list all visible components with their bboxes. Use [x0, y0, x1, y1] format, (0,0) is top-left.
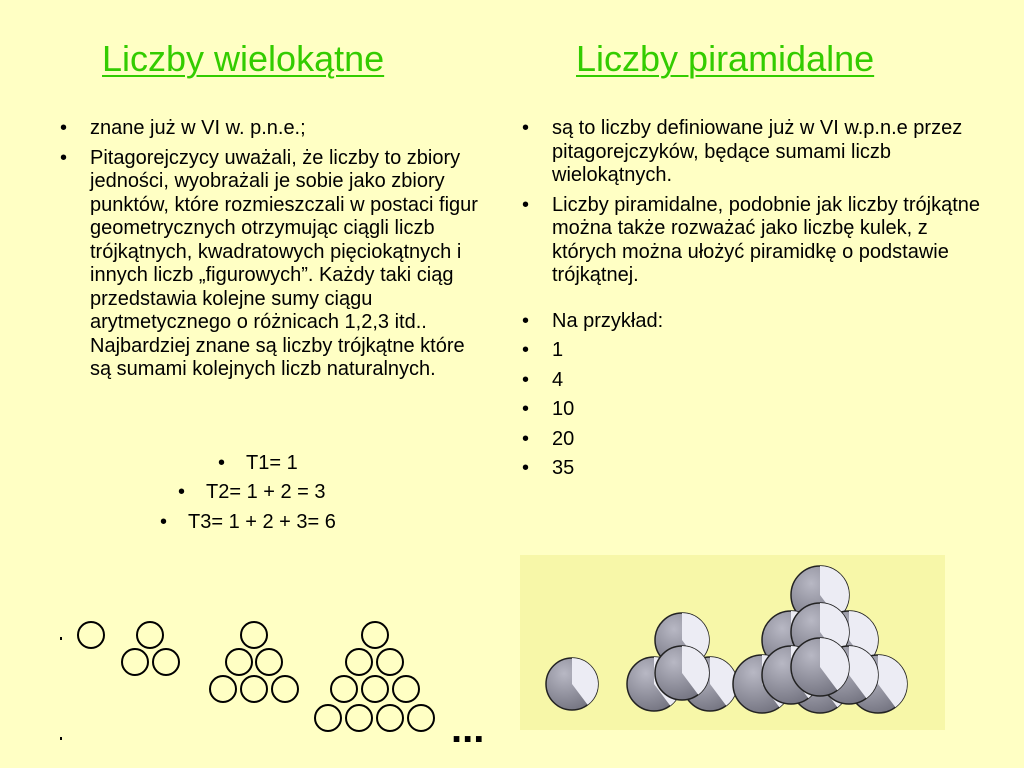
list-item: • 4 [512, 369, 992, 393]
formula-t2: • T2= 1 + 2 = 3 [178, 481, 326, 503]
right-title: Liczby piramidalne [576, 38, 875, 79]
dot [241, 622, 267, 648]
dot [272, 676, 298, 702]
dot [346, 705, 372, 731]
dot [377, 705, 403, 731]
list-item: • Liczby piramidalne, podobnie jak liczby trójkątne można także rozważać jako liczbę kulek, z których można ułożyć piramidkę o podstawie trójkątnej. [512, 194, 992, 288]
dot [153, 649, 179, 675]
dot [122, 649, 148, 675]
dot [331, 676, 357, 702]
formula-t3: • T3= 1 + 2 + 3= 6 [160, 511, 336, 533]
dot [393, 676, 419, 702]
dot [78, 622, 104, 648]
pyramidal-numbers-figure [520, 555, 945, 730]
dot [315, 705, 341, 731]
list-item: • są to liczby definiowane już w VI w.p.n.e przez pitagorejczyków, będące sumami liczb wielokątnych. [512, 117, 992, 188]
formula-t1: • T1= 1 [218, 452, 298, 474]
list-item: • 1 [512, 339, 992, 363]
right-bullet-list [512, 117, 992, 487]
dot [210, 676, 236, 702]
list-item: • 35 [512, 457, 992, 481]
dot [241, 676, 267, 702]
list-item: • Na przykład: [512, 310, 992, 334]
dot [408, 705, 434, 731]
dot [226, 649, 252, 675]
triangular-numbers-figure [55, 600, 495, 750]
ellipsis: ... [451, 707, 485, 750]
dot [137, 622, 163, 648]
dot [362, 676, 388, 702]
list-item: • Pitagorejczycy uważali, że liczby to zbiory jedności, wyobrażali je sobie jako zbiory punktów, które rozmieszczali w postaci figur geometrycznych otrzymując ciągli liczb trójkątnych, kwadratowych pięciokątnych i innych liczb „figurowych”. Każdy taki ciąg przedstawia kolejne sumy ciągu arytmetycznego o różnicach 1,2,3 itd.. Najbardziej znane są liczby trójkątne które są sumami kolejnych liczb naturalnych. [50, 147, 490, 382]
list-item: • 10 [512, 398, 992, 422]
dot [256, 649, 282, 675]
left-bullet-list [50, 117, 490, 388]
dot [346, 649, 372, 675]
left-title: Liczby wielokątne [102, 38, 385, 79]
dot [362, 622, 388, 648]
list-item: • znane już w VI w. p.n.e.; [50, 117, 490, 141]
list-item: • 20 [512, 428, 992, 452]
dot [377, 649, 403, 675]
